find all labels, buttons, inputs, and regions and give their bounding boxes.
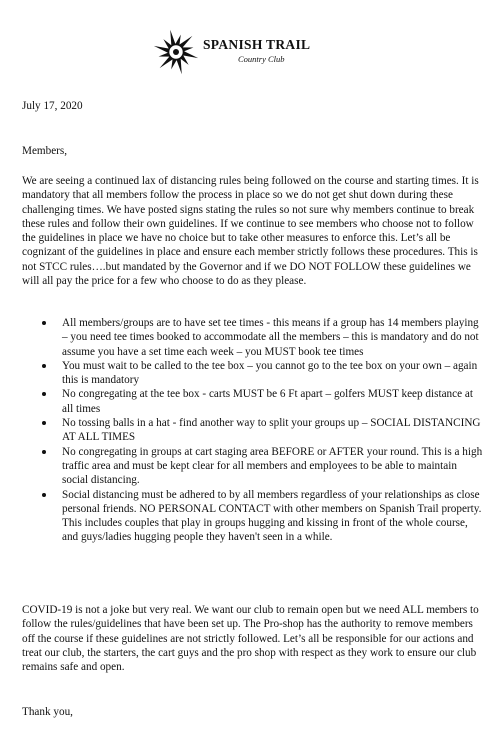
rule-text: You must wait to be called to the tee box – you cannot go to the tee box on your own – again this is mandatory [62, 359, 478, 387]
rule-text: No congregating at the tee box - carts MUST be 6 Ft apart – golfers MUST keep distance at all times [62, 388, 473, 415]
letter-date: July 17, 2020 [22, 100, 83, 112]
club-logo [152, 28, 362, 78]
rule-text: No congregating in groups at cart staging area BEFORE or AFTER your round. This is a high traffic area and must be kept clear for all members and employees to be able to maintain social distancing. [62, 445, 483, 487]
sun-star-logo-icon [152, 28, 200, 76]
rule-text: Social distancing must be adhered to by all members regardless of your relationships as close personal friends. NO PERSONAL CONTACT with other members on Spanish Trail property. This includes couples that play in groups hugging and kissing in front of the whole course, and guys/ladies hugging people they haven't seen in a while. [62, 488, 482, 544]
rule-text: No tossing balls in a hat - find another way to split your groups up – SOCIAL DISTANCING AT ALL TIMES [62, 417, 481, 444]
rule-text: All members/groups are to have set tee times - this means if a group has 14 members playing – you need tee times booked to accommodate all the members – this is mandatory and do not assume you have a set time each week – you MUST book tee times [62, 317, 479, 358]
rule-item [38, 445, 484, 488]
club-logo-subtitle: Country Club [238, 54, 285, 64]
rule-item [38, 387, 484, 416]
club-logo-name: SPANISH TRAIL [203, 37, 311, 52]
bullet-icon [42, 364, 46, 368]
rule-item [38, 488, 484, 545]
bullet-icon [42, 450, 46, 454]
bullet-icon [42, 421, 46, 425]
rules-list [38, 316, 484, 545]
bullet-icon [42, 493, 46, 497]
bullet-icon [42, 321, 46, 325]
rule-item [38, 359, 484, 388]
bullet-icon [42, 392, 46, 396]
letter-salutation: Members, [22, 145, 68, 157]
letter-closing: Thank you, [22, 706, 73, 718]
letter-paragraph-2: COVID-19 is not a joke but very real. We want our club to remain open but we need ALL members to follow the rules/guidelines that have been set up. The Pro-shop has the authority to remove members off the course if these guidelines are not strictly followed. Let’s all be responsible for our actions and treat our club, the starters, the cart guys and the pro shop with respect as they work to ensure our club remains safe and open. [22, 604, 479, 674]
rule-item [38, 416, 484, 445]
rule-item [38, 316, 484, 359]
letter-paragraph-1: We are seeing a continued lax of distancing rules being followed on the course and starting times. It is mandatory that all members follow the process in place so we do not get shut down during these challenging times. We have posted signs stating the rules so not sure why members continue to break these rules and follow their own guidelines. If we continue to see members who choose not to follow the guidelines in place we have no choice but to take other measures to enforce this. Let’s all be cognizant of the guidelines in place and ensure each member strictly follows these procedures. This is not STCC rules….but mandated by the Governor and if we DO NOT FOLLOW these guidelines we will all pay the price for a few who choose to do as they please. [22, 175, 479, 288]
